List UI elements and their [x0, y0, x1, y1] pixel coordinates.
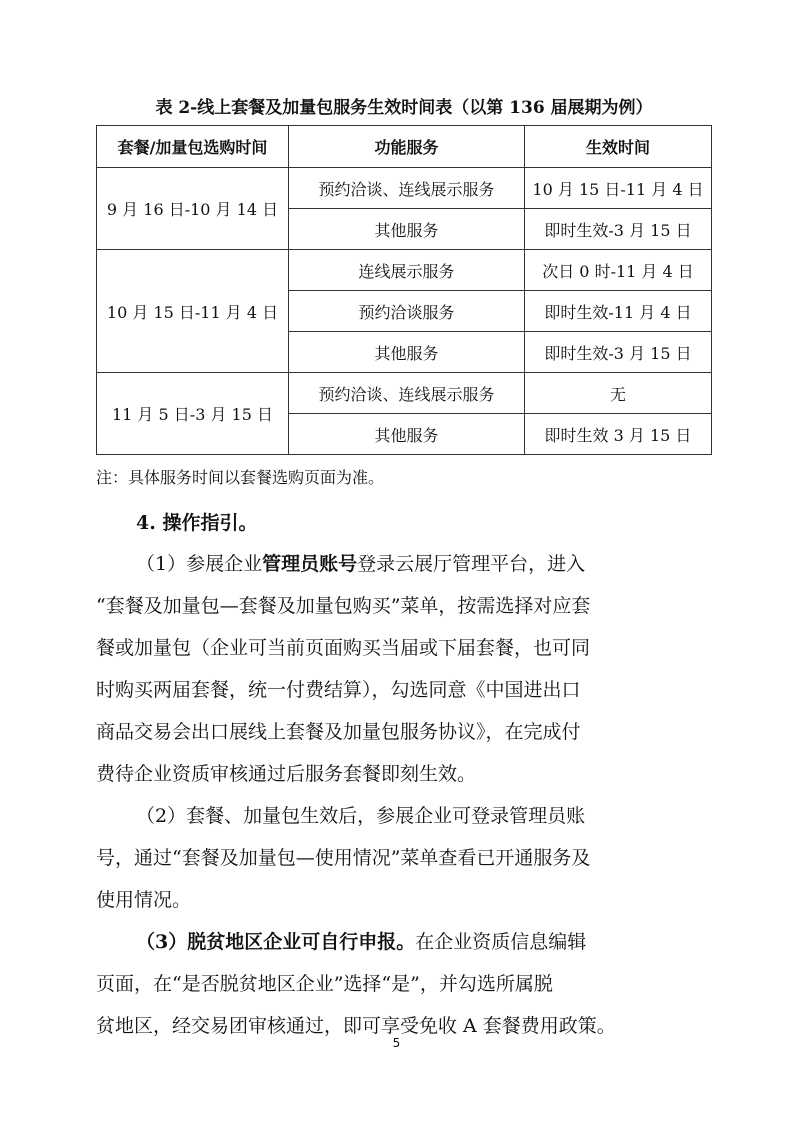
header-effective-time: 生效时间 — [525, 126, 712, 168]
header-service: 功能服务 — [289, 126, 525, 168]
section-heading: 4. 操作指引。 — [136, 512, 258, 534]
table-row — [97, 168, 712, 209]
service-cell: 其他服务 — [289, 332, 525, 373]
effective-cell: 次日 0 时-11 月 4 日 — [525, 250, 712, 291]
paragraph-line: “套餐及加量包—套餐及加量包购买”菜单，按需选择对应套 — [96, 595, 591, 617]
text-run: （1）参展企业 — [136, 553, 263, 575]
table-row — [97, 250, 712, 291]
paragraph-2 — [96, 795, 711, 921]
period-cell: 11 月 5 日-3 月 15 日 — [97, 373, 289, 455]
effective-cell: 即时生效-3 月 15 日 — [525, 332, 712, 373]
paragraph-line: 商品交易会出口展线上套餐及加量包服务协议》，在完成付 — [96, 721, 581, 743]
table-row — [97, 373, 712, 414]
table-title: 表 2-线上套餐及加量包服务生效时间表（以第 136 届展期为例） — [155, 98, 653, 118]
paragraph-line — [96, 921, 711, 963]
effective-cell: 即时生效 3 月 15 日 — [525, 414, 712, 455]
service-effective-time-table — [96, 125, 712, 455]
paragraph-line: （2）套餐、加量包生效后，参展企业可登录管理员账 — [136, 805, 586, 827]
text-run: 在企业资质信息编辑 — [415, 931, 587, 953]
paragraph-line: 页面，在“是否脱贫地区企业”选择“是”，并勾选所属脱 — [96, 973, 553, 995]
table-header-row — [97, 126, 712, 168]
service-cell: 其他服务 — [289, 209, 525, 250]
paragraph-line: 使用情况。 — [96, 889, 192, 911]
paragraph-line: 号，通过“套餐及加量包—使用情况”菜单查看已开通服务及 — [96, 847, 591, 869]
paragraph-line: 餐或加量包（企业可当前页面购买当届或下届套餐，也可同 — [96, 637, 591, 659]
effective-cell: 10 月 15 日-11 月 4 日 — [525, 168, 712, 209]
bold-text-run: 管理员账号 — [262, 553, 358, 575]
period-cell: 9 月 16 日-10 月 14 日 — [97, 168, 289, 250]
paragraph-line: 费待企业资质审核通过后服务套餐即刻生效。 — [96, 763, 477, 785]
bold-text-run: （3）脱贫地区企业可自行申报。 — [136, 931, 416, 953]
table-note: 注：具体服务时间以套餐选购页面为准。 — [96, 468, 385, 487]
effective-cell: 无 — [525, 373, 712, 414]
service-cell: 预约洽谈服务 — [289, 291, 525, 332]
text-run: 登录云展厅管理平台，进入 — [357, 553, 586, 575]
paragraph-3 — [96, 921, 711, 1047]
effective-cell: 即时生效-11 月 4 日 — [525, 291, 712, 332]
period-cell: 10 月 15 日-11 月 4 日 — [97, 250, 289, 373]
paragraph-line: 时购买两届套餐，统一付费结算），勾选同意《中国进出口 — [96, 679, 581, 701]
service-cell: 预约洽谈、连线展示服务 — [289, 168, 525, 209]
header-purchase-time: 套餐/加量包选购时间 — [97, 126, 289, 168]
paragraph-1 — [96, 543, 711, 795]
page-number: 5 — [392, 1036, 401, 1050]
service-cell: 其他服务 — [289, 414, 525, 455]
effective-cell: 即时生效-3 月 15 日 — [525, 209, 712, 250]
paragraph-line: 贫地区，经交易团审核通过，即可享受免收 A 套餐费用政策。 — [96, 1015, 616, 1037]
service-cell: 预约洽谈、连线展示服务 — [289, 373, 525, 414]
paragraph-line — [96, 543, 711, 585]
service-cell: 连线展示服务 — [289, 250, 525, 291]
